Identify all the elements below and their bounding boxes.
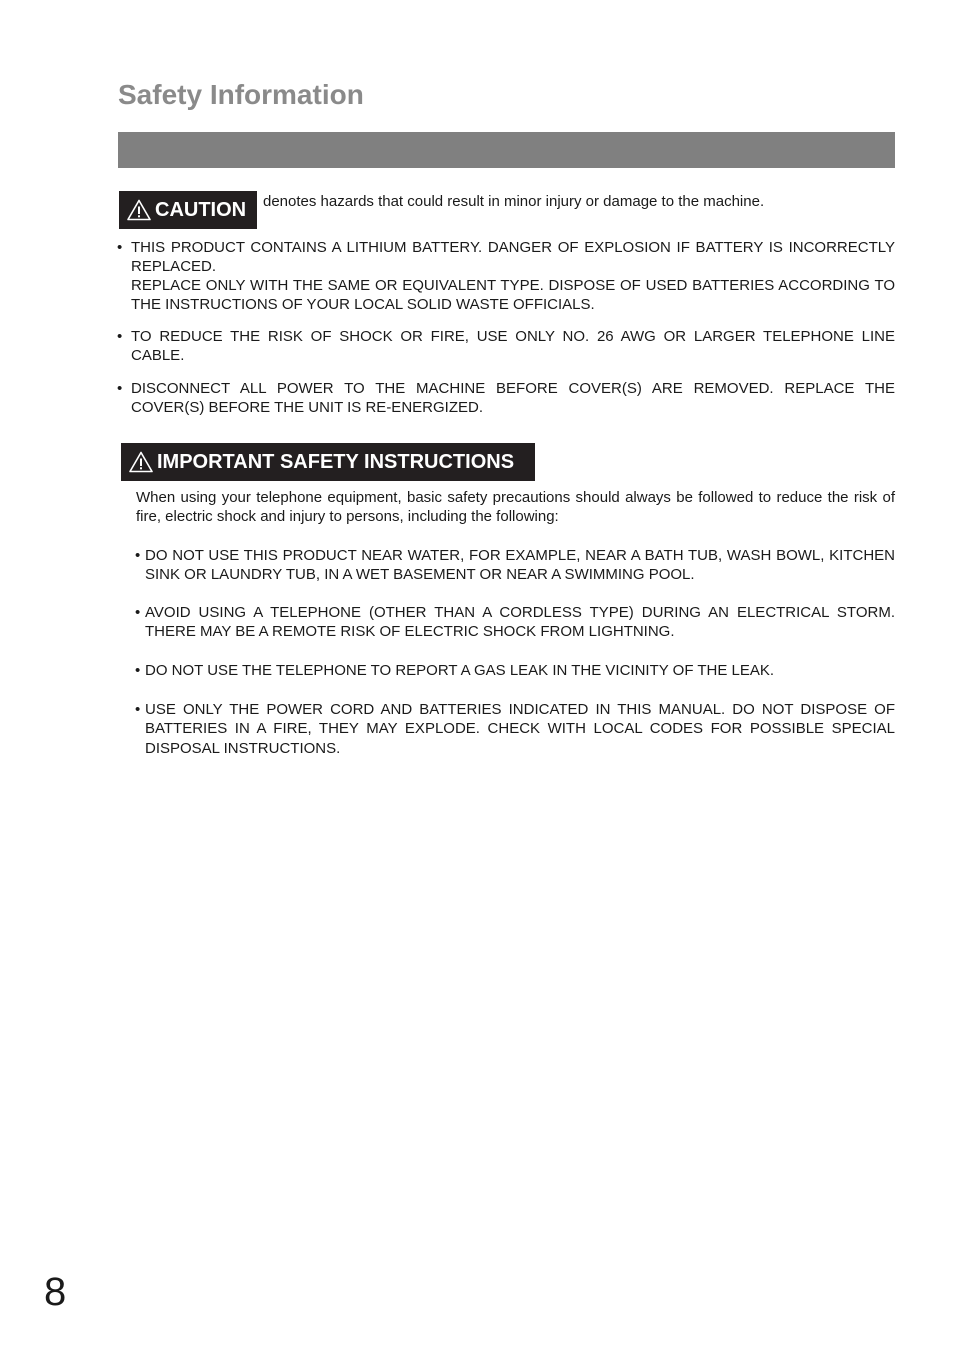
- page-title: Safety Information: [118, 79, 364, 110]
- caution-description: denotes hazards that could result in minor injury or damage to the machine.: [263, 193, 765, 210]
- safety-instructions-label: [121, 443, 535, 481]
- bullet: •: [135, 662, 141, 679]
- bullet: •: [117, 239, 123, 256]
- safety-item: [135, 546, 895, 585]
- bullet: •: [117, 328, 123, 345]
- caution-item: [117, 327, 895, 366]
- bullet: •: [117, 380, 123, 397]
- caution-label-text: CAUTION: [155, 198, 247, 221]
- bullet: •: [135, 701, 141, 718]
- bullet: •: [135, 604, 141, 621]
- bullet: •: [135, 547, 141, 564]
- safety-intro: When using your telephone equipment, basic safety precautions should always be followed to reduce the risk of fire, electric shock and injury to persons, including the following:: [136, 489, 895, 526]
- warning-triangle-icon: [127, 199, 151, 221]
- header-bar: [118, 132, 895, 168]
- safety-item-text: DO NOT USE THE TELEPHONE TO REPORT A GAS LEAK IN THE VICINITY OF THE LEAK.: [145, 662, 775, 679]
- caution-item-text: TO REDUCE THE RISK OF SHOCK OR FIRE, USE ONLY NO. 26 AWG OR LARGER TELEPHONE LINE CABLE.: [131, 328, 895, 365]
- safety-item-text: AVOID USING A TELEPHONE (OTHER THAN A CORDLESS TYPE) DURING AN ELECTRICAL STORM. THERE MAY BE A REMOTE RISK OF ELECTRIC SHOCK FROM LIGHTNING.: [145, 604, 895, 641]
- safety-item: [135, 661, 895, 680]
- safety-item: [135, 603, 895, 642]
- safety-item-text: USE ONLY THE POWER CORD AND BATTERIES INDICATED IN THIS MANUAL. DO NOT DISPOSE OF BATTERIES IN A FIRE, THEY MAY EXPLODE. CHECK WITH LOCAL CODES FOR POSSIBLE SPECIAL DISPOSAL INSTRUCTIONS.: [145, 701, 895, 757]
- warning-triangle-icon: [129, 451, 153, 473]
- caution-item: [117, 379, 895, 418]
- page-number: 8: [44, 1270, 67, 1314]
- caution-item-text: THIS PRODUCT CONTAINS A LITHIUM BATTERY. DANGER OF EXPLOSION IF BATTERY IS INCORRECTLY REPLACED.: [131, 239, 895, 276]
- caution-item-continuation: REPLACE ONLY WITH THE SAME OR EQUIVALENT TYPE. DISPOSE OF USED BATTERIES ACCORDING TO THE INSTRUCTIONS OF YOUR LOCAL SOLID WASTE OFFICIALS.: [131, 277, 895, 314]
- caution-item: [117, 238, 895, 277]
- safety-item: [135, 700, 895, 758]
- safety-label-text: IMPORTANT SAFETY INSTRUCTIONS: [157, 450, 515, 473]
- caution-label: [119, 191, 257, 229]
- caution-item-text: DISCONNECT ALL POWER TO THE MACHINE BEFORE COVER(S) ARE REMOVED. REPLACE THE COVER(S) BEFORE THE UNIT IS RE-ENERGIZED.: [131, 380, 895, 417]
- safety-item-text: DO NOT USE THIS PRODUCT NEAR WATER, FOR EXAMPLE, NEAR A BATH TUB, WASH BOWL, KITCHEN SINK OR LAUNDRY TUB, IN A WET BASEMENT OR NEAR A SWIMMING POOL.: [145, 547, 895, 584]
